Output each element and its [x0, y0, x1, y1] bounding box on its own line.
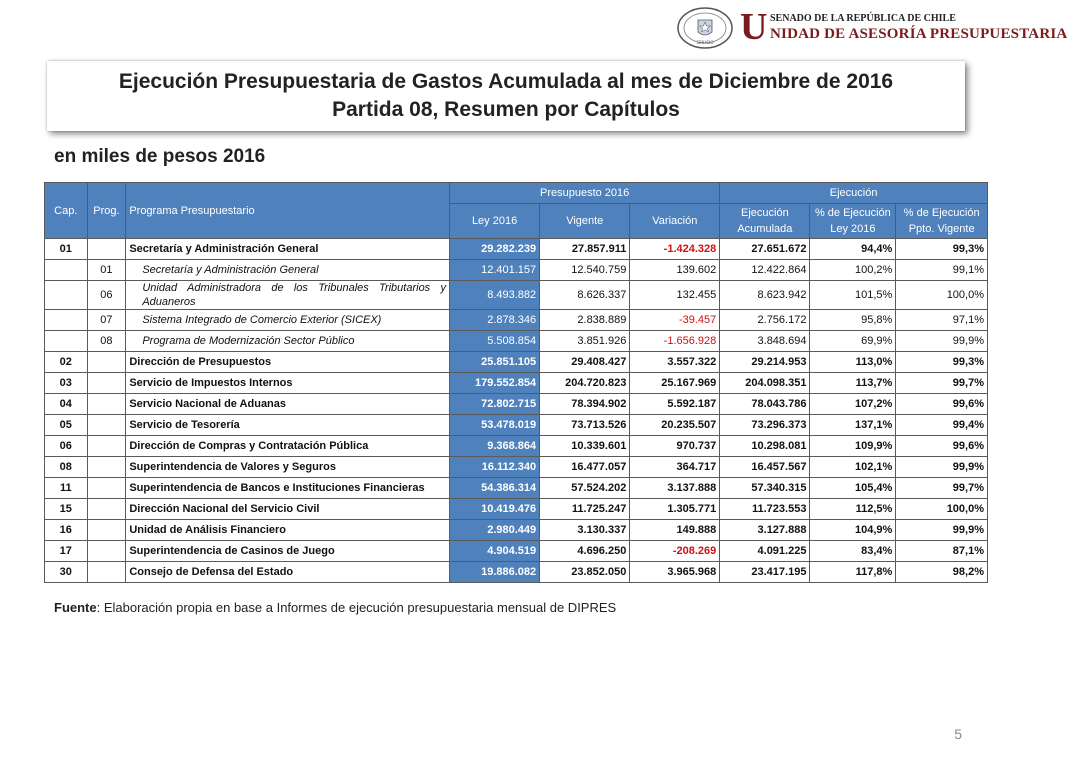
cell-cap: 03	[45, 373, 88, 394]
cell-vigente: 4.696.250	[540, 541, 630, 562]
cell-pct-vigente: 99,4%	[896, 415, 988, 436]
cell-name: Programa de Modernización Sector Público	[126, 331, 450, 352]
org-initial: U	[740, 6, 768, 48]
cell-vigente: 12.540.759	[540, 260, 630, 281]
cell-cap: 30	[45, 562, 88, 583]
cell-name: Servicio Nacional de Aduanas	[126, 394, 450, 415]
cell-vigente: 73.713.526	[540, 415, 630, 436]
cell-variacion: 3.137.888	[630, 478, 720, 499]
cell-ley: 4.904.519	[449, 541, 539, 562]
col-ley-header: Ley 2016	[449, 204, 539, 239]
cell-prog	[87, 478, 126, 499]
cell-pct-ley: 94,4%	[810, 239, 896, 260]
cell-pct-vigente: 99,6%	[896, 436, 988, 457]
cell-pct-vigente: 97,1%	[896, 310, 988, 331]
cell-variacion: 5.592.187	[630, 394, 720, 415]
cell-ley: 12.401.157	[449, 260, 539, 281]
cell-prog: 01	[87, 260, 126, 281]
cell-variacion: 20.235.507	[630, 415, 720, 436]
cell-name: Servicio de Tesorería	[126, 415, 450, 436]
cell-pct-vigente: 99,3%	[896, 352, 988, 373]
org-big-name: NIDAD DE ASESORÍA PRESUPUESTARIA	[770, 26, 1067, 42]
cell-prog	[87, 373, 126, 394]
cell-name: Unidad Administradora de los Tribunales Tributarios y Aduaneros	[126, 281, 450, 310]
title-line-1: Ejecución Presupuestaria de Gastos Acumulada al mes de Diciembre de 2016	[118, 70, 894, 93]
cell-variacion: 1.305.771	[630, 499, 720, 520]
cell-ejecucion: 27.651.672	[720, 239, 810, 260]
group-ejecucion-header: Ejecución	[720, 183, 988, 204]
cell-pct-ley: 105,4%	[810, 478, 896, 499]
table-row	[45, 478, 988, 499]
cell-name: Superintendencia de Bancos e Instituciones Financieras	[126, 478, 450, 499]
cell-ley: 5.508.854	[449, 331, 539, 352]
cell-pct-vigente: 98,2%	[896, 562, 988, 583]
cell-pct-ley: 104,9%	[810, 520, 896, 541]
cell-variacion: 364.717	[630, 457, 720, 478]
cell-name: Dirección de Compras y Contratación Pública	[126, 436, 450, 457]
cell-vigente: 27.857.911	[540, 239, 630, 260]
cell-ley: 25.851.105	[449, 352, 539, 373]
table-row	[45, 260, 988, 281]
units-subtitle: en miles de pesos 2016	[54, 146, 266, 167]
cell-pct-ley: 101,5%	[810, 281, 896, 310]
cell-vigente: 10.339.601	[540, 436, 630, 457]
cell-cap	[45, 331, 88, 352]
cell-vigente: 78.394.902	[540, 394, 630, 415]
cell-prog: 06	[87, 281, 126, 310]
cell-ley: 2.980.449	[449, 520, 539, 541]
cell-cap: 11	[45, 478, 88, 499]
cell-cap: 02	[45, 352, 88, 373]
cell-prog	[87, 520, 126, 541]
cell-variacion: 970.737	[630, 436, 720, 457]
title-line-2: Partida 08, Resumen por Capítulos	[332, 98, 680, 121]
col-name-header: Programa Presupuestario	[126, 183, 450, 239]
cell-ejecucion: 11.723.553	[720, 499, 810, 520]
cell-vigente: 3.130.337	[540, 520, 630, 541]
page-number: 5	[954, 726, 962, 742]
cell-ley: 72.802.715	[449, 394, 539, 415]
cell-vigente: 29.408.427	[540, 352, 630, 373]
table-row	[45, 310, 988, 331]
cell-cap: 16	[45, 520, 88, 541]
cell-ejecucion: 73.296.373	[720, 415, 810, 436]
cell-name: Sistema Integrado de Comercio Exterior (SICEX)	[126, 310, 450, 331]
cell-ley: 53.478.019	[449, 415, 539, 436]
cell-variacion: -1.656.928	[630, 331, 720, 352]
cell-name: Secretaría y Administración General	[126, 260, 450, 281]
cell-cap	[45, 260, 88, 281]
cell-name: Superintendencia de Casinos de Juego	[126, 541, 450, 562]
cell-ley: 2.878.346	[449, 310, 539, 331]
cell-ejecucion: 12.422.864	[720, 260, 810, 281]
cell-ley: 10.419.476	[449, 499, 539, 520]
cell-cap	[45, 310, 88, 331]
cell-pct-ley: 100,2%	[810, 260, 896, 281]
org-small-name: SENADO DE LA REPÚBLICA DE CHILE	[770, 13, 956, 24]
cell-ejecucion: 78.043.786	[720, 394, 810, 415]
cell-prog: 07	[87, 310, 126, 331]
cell-vigente: 2.838.889	[540, 310, 630, 331]
cell-pct-vigente: 99,9%	[896, 457, 988, 478]
table-row	[45, 281, 988, 310]
svg-text:SENADO: SENADO	[696, 40, 714, 45]
cell-pct-ley: 69,9%	[810, 331, 896, 352]
cell-pct-vigente: 99,3%	[896, 239, 988, 260]
cell-vigente: 3.851.926	[540, 331, 630, 352]
cell-pct-ley: 95,8%	[810, 310, 896, 331]
cell-cap: 05	[45, 415, 88, 436]
table-row	[45, 415, 988, 436]
col-prog-header: Prog.	[87, 183, 126, 239]
cell-ejecucion: 4.091.225	[720, 541, 810, 562]
cell-ejecucion: 16.457.567	[720, 457, 810, 478]
cell-pct-vigente: 87,1%	[896, 541, 988, 562]
cell-pct-vigente: 99,9%	[896, 331, 988, 352]
cell-ejecucion: 10.298.081	[720, 436, 810, 457]
cell-prog	[87, 352, 126, 373]
budget-table-body	[45, 239, 988, 583]
cell-name: Superintendencia de Valores y Seguros	[126, 457, 450, 478]
cell-pct-ley: 113,7%	[810, 373, 896, 394]
cell-ejecucion: 3.848.694	[720, 331, 810, 352]
cell-variacion: -1.424.328	[630, 239, 720, 260]
cell-vigente: 23.852.050	[540, 562, 630, 583]
cell-ley: 19.886.082	[449, 562, 539, 583]
col-variacion-header: Variación	[630, 204, 720, 239]
table-row	[45, 562, 988, 583]
cell-cap: 08	[45, 457, 88, 478]
cell-prog	[87, 457, 126, 478]
table-row	[45, 436, 988, 457]
cell-cap	[45, 281, 88, 310]
table-row	[45, 373, 988, 394]
senate-seal-logo	[676, 6, 734, 50]
cell-pct-ley: 117,8%	[810, 562, 896, 583]
cell-vigente: 57.524.202	[540, 478, 630, 499]
cell-prog	[87, 436, 126, 457]
cell-name: Unidad de Análisis Financiero	[126, 520, 450, 541]
cell-prog	[87, 239, 126, 260]
col-ejecucion-header: Ejecución Acumulada	[720, 204, 810, 239]
cell-vigente: 8.626.337	[540, 281, 630, 310]
table-row	[45, 457, 988, 478]
cell-prog	[87, 562, 126, 583]
cell-ley: 29.282.239	[449, 239, 539, 260]
table-row	[45, 331, 988, 352]
table-row	[45, 394, 988, 415]
table-row	[45, 239, 988, 260]
cell-cap: 17	[45, 541, 88, 562]
cell-pct-vigente: 100,0%	[896, 281, 988, 310]
cell-vigente: 11.725.247	[540, 499, 630, 520]
cell-pct-vigente: 100,0%	[896, 499, 988, 520]
col-vigente-header: Vigente	[540, 204, 630, 239]
cell-vigente: 16.477.057	[540, 457, 630, 478]
table-row	[45, 520, 988, 541]
cell-prog	[87, 394, 126, 415]
cell-name: Secretaría y Administración General	[126, 239, 450, 260]
budget-table	[44, 182, 988, 583]
cell-ley: 16.112.340	[449, 457, 539, 478]
cell-vigente: 204.720.823	[540, 373, 630, 394]
cell-variacion: 25.167.969	[630, 373, 720, 394]
cell-ley: 54.386.314	[449, 478, 539, 499]
cell-ejecucion: 2.756.172	[720, 310, 810, 331]
cell-pct-vigente: 99,7%	[896, 478, 988, 499]
cell-pct-ley: 113,0%	[810, 352, 896, 373]
cell-name: Servicio de Impuestos Internos	[126, 373, 450, 394]
cell-name: Dirección Nacional del Servicio Civil	[126, 499, 450, 520]
cell-ejecucion: 3.127.888	[720, 520, 810, 541]
cell-ejecucion: 29.214.953	[720, 352, 810, 373]
cell-pct-ley: 83,4%	[810, 541, 896, 562]
table-row	[45, 352, 988, 373]
cell-ley: 8.493.882	[449, 281, 539, 310]
cell-variacion: -208.269	[630, 541, 720, 562]
cell-ejecucion: 8.623.942	[720, 281, 810, 310]
source-note: Fuente: Elaboración propia en base a Informes de ejecución presupuestaria mensual de DIPRES	[54, 600, 617, 615]
cell-ejecucion: 23.417.195	[720, 562, 810, 583]
cell-pct-ley: 102,1%	[810, 457, 896, 478]
cell-variacion: 139.602	[630, 260, 720, 281]
cell-cap: 06	[45, 436, 88, 457]
cell-pct-ley: 107,2%	[810, 394, 896, 415]
cell-prog	[87, 415, 126, 436]
cell-variacion: 149.888	[630, 520, 720, 541]
cell-cap: 01	[45, 239, 88, 260]
cell-variacion: -39.457	[630, 310, 720, 331]
cell-name: Dirección de Presupuestos	[126, 352, 450, 373]
cell-pct-vigente: 99,1%	[896, 260, 988, 281]
cell-pct-vigente: 99,6%	[896, 394, 988, 415]
cell-ejecucion: 204.098.351	[720, 373, 810, 394]
cell-ley: 9.368.864	[449, 436, 539, 457]
cell-prog	[87, 541, 126, 562]
cell-pct-ley: 112,5%	[810, 499, 896, 520]
cell-ejecucion: 57.340.315	[720, 478, 810, 499]
table-row	[45, 499, 988, 520]
group-presupuesto-header: Presupuesto 2016	[449, 183, 719, 204]
cell-pct-ley: 137,1%	[810, 415, 896, 436]
col-cap-header: Cap.	[45, 183, 88, 239]
cell-pct-ley: 109,9%	[810, 436, 896, 457]
title-box	[47, 61, 965, 131]
cell-cap: 04	[45, 394, 88, 415]
cell-pct-vigente: 99,9%	[896, 520, 988, 541]
col-pct-vigente-header: % de Ejecución Ppto. Vigente	[896, 204, 988, 239]
cell-name: Consejo de Defensa del Estado	[126, 562, 450, 583]
cell-cap: 15	[45, 499, 88, 520]
cell-prog	[87, 499, 126, 520]
cell-variacion: 3.965.968	[630, 562, 720, 583]
col-pct-ley-header: % de Ejecución Ley 2016	[810, 204, 896, 239]
cell-pct-vigente: 99,7%	[896, 373, 988, 394]
table-row	[45, 541, 988, 562]
cell-prog: 08	[87, 331, 126, 352]
cell-variacion: 132.455	[630, 281, 720, 310]
cell-ley: 179.552.854	[449, 373, 539, 394]
cell-variacion: 3.557.322	[630, 352, 720, 373]
